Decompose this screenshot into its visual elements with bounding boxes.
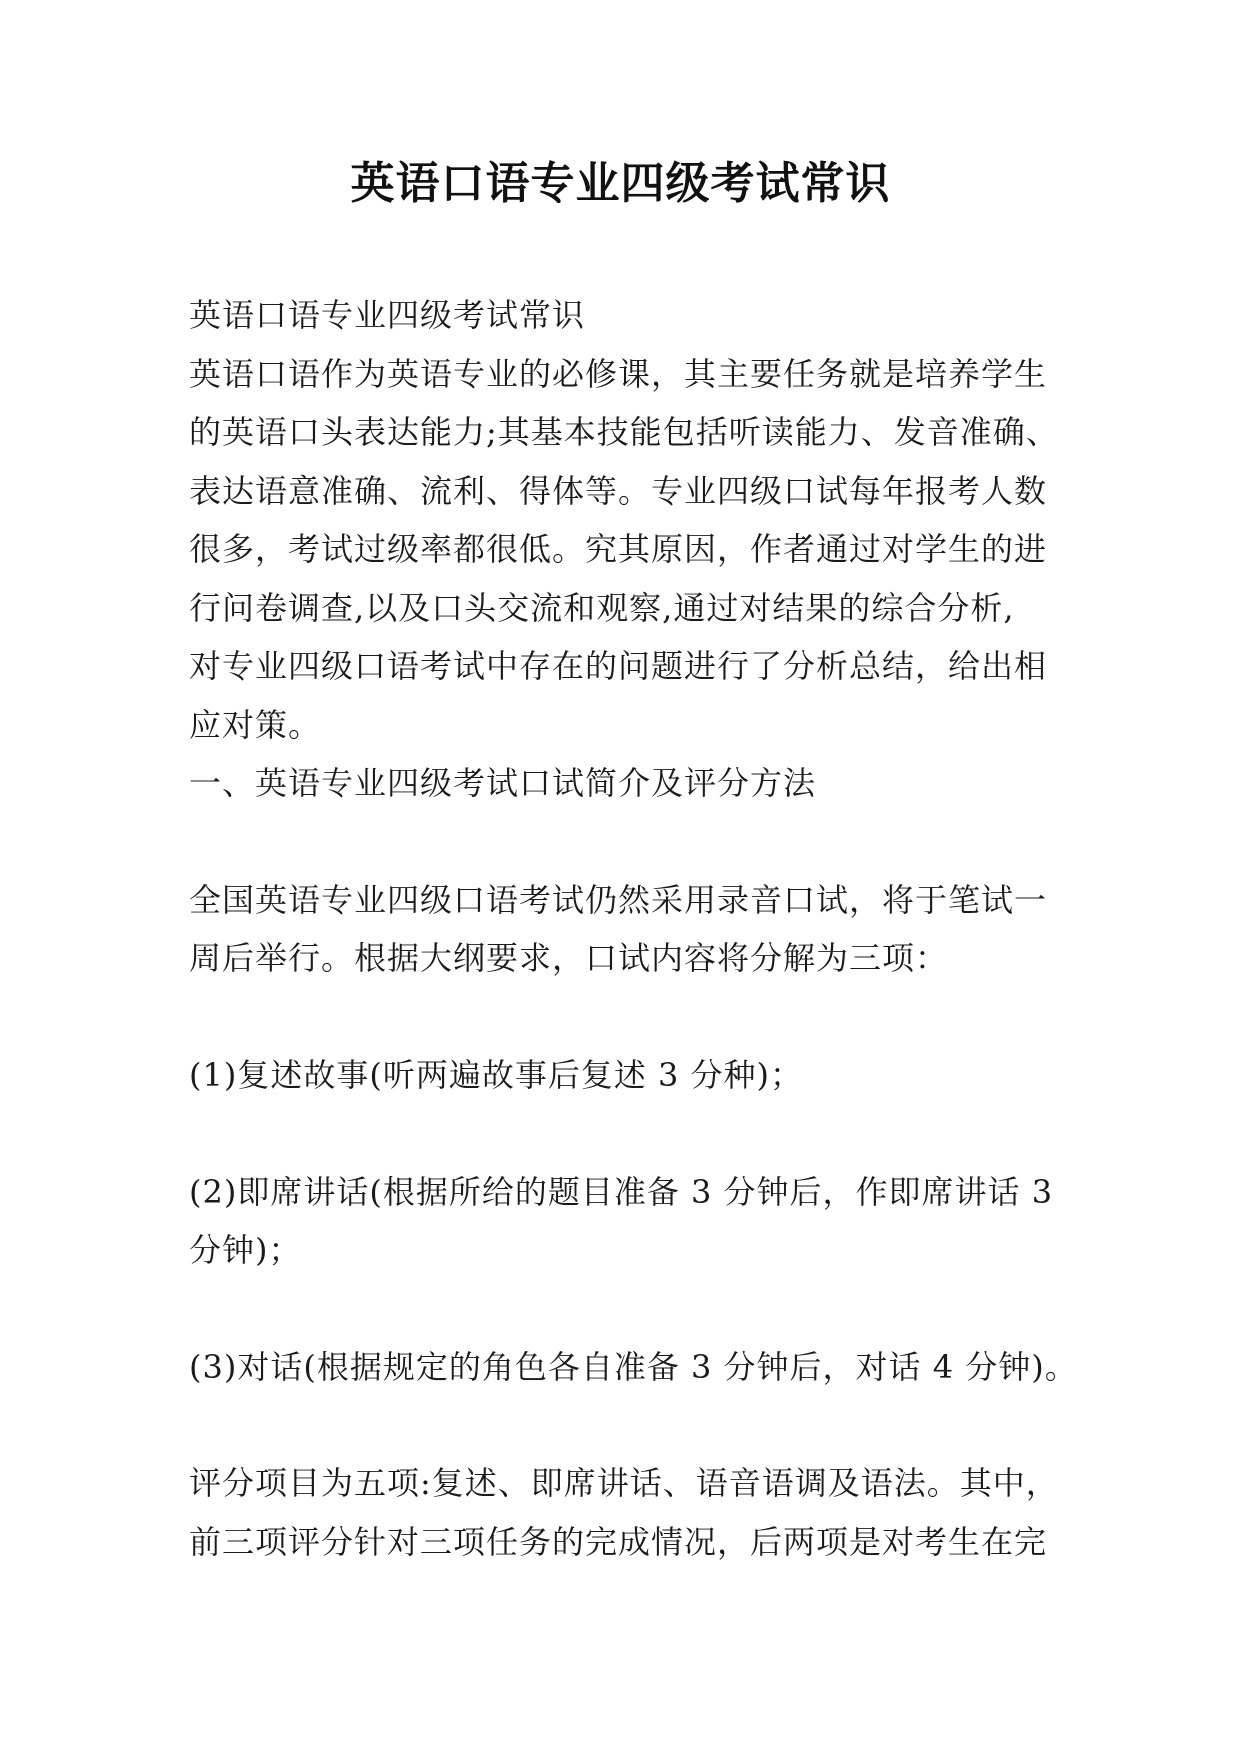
paragraph-line: 很多，考试过级率都很低。究其原因，作者通过对学生的进 <box>189 530 1048 568</box>
paragraph-line: 英语口语作为英语专业的必修课，其主要任务就是培养学生 <box>189 355 1048 393</box>
paragraph-line: 的英语口头表达能力;其基本技能包括听读能力、发音准确、 <box>189 413 1059 451</box>
paragraph-line: 全国英语专业四级口语考试仍然采用录音口试，将于笔试一 <box>189 881 1048 919</box>
paragraph-line: 应对策。 <box>189 706 322 744</box>
list-item: (1)复述故事(听两遍故事后复述 3 分种)； <box>189 1056 804 1094</box>
list-item: (3)对话(根据规定的角色各自准备 3 分钟后，对话 4 分钟)。 <box>189 1348 1078 1386</box>
document-title: 英语口语专业四级考试常识 <box>350 158 891 209</box>
list-item-continuation: 分钟)； <box>189 1231 302 1269</box>
section-heading: 一、英语专业四级考试口试简介及评分方法 <box>189 764 817 802</box>
paragraph-line: 行问卷调查,以及口头交流和观察,通过对结果的综合分析, <box>189 589 1015 627</box>
paragraph-line: 表达语意准确、流利、得体等。专业四级口试每年报考人数 <box>189 472 1048 510</box>
paragraph-line: 前三项评分针对三项任务的完成情况，后两项是对考生在完 <box>189 1523 1048 1561</box>
subtitle-line: 英语口语专业四级考试常识 <box>189 296 586 334</box>
paragraph-line: 对专业四级口语考试中存在的问题进行了分析总结，给出相 <box>189 647 1048 685</box>
list-item: (2)即席讲话(根据所给的题目准备 3 分钟后，作即席讲话 3 <box>189 1173 1054 1211</box>
paragraph-line: 周后举行。根据大纲要求，口试内容将分解为三项： <box>189 939 949 977</box>
paragraph-line: 评分项目为五项:复述、即席讲话、语音语调及语法。其中， <box>189 1464 1059 1502</box>
